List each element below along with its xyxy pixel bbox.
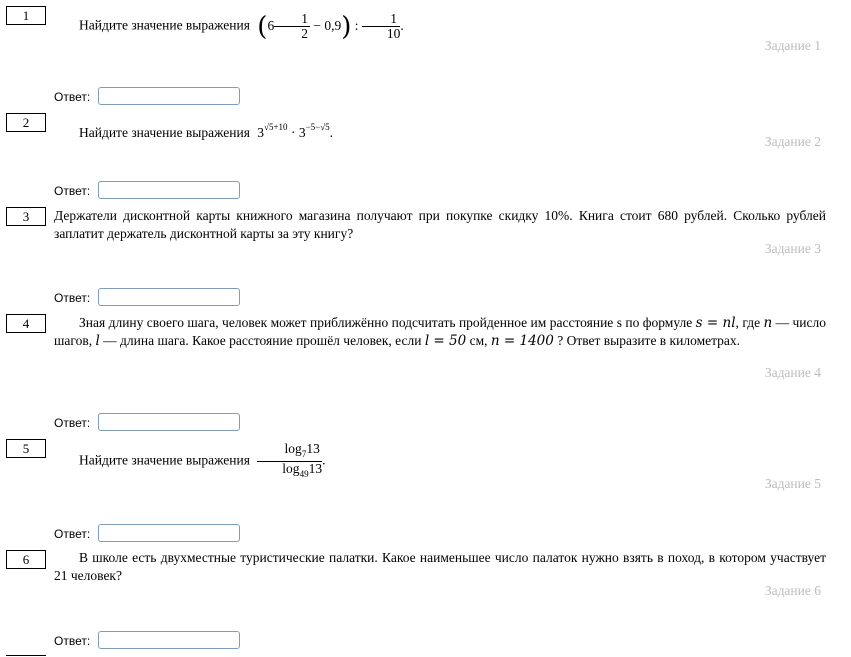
divider	[6, 655, 46, 656]
answer-row	[54, 416, 90, 430]
answer-input[interactable]	[98, 524, 240, 542]
base-1: 3	[257, 125, 265, 140]
answer-label: Ответ:	[54, 634, 91, 648]
denominator	[257, 462, 322, 481]
task-tag: Задание 4	[764, 365, 821, 380]
task-number: 3	[6, 207, 46, 226]
task-text	[54, 442, 826, 481]
expression	[257, 11, 404, 42]
task-text	[54, 12, 826, 41]
answer-row	[54, 90, 90, 104]
base-2: 3	[298, 125, 306, 140]
task-tag: Задание 1	[764, 38, 821, 53]
answer-label: Ответ:	[54, 90, 91, 104]
text-part: — число шагов,	[54, 315, 826, 348]
answer-input[interactable]	[98, 413, 240, 431]
task-number: 6	[6, 550, 46, 569]
task-tag: Задание 5	[764, 476, 821, 491]
exponent-1: √5+10	[264, 122, 288, 132]
task-text-content: Найдите значение выражения	[79, 125, 250, 140]
numerator: 1	[362, 12, 401, 27]
expr-mid: − 0,9	[309, 17, 342, 33]
task-tag: Задание 6	[764, 583, 821, 598]
task-number: 1	[6, 6, 46, 25]
answer-row	[54, 184, 90, 198]
log: log	[282, 461, 300, 476]
task-number: 5	[6, 439, 46, 458]
task-text	[54, 118, 826, 142]
text-part: Зная длину своего шага, человек может приближённо подсчитать пройденное им расстояние s по формуле	[79, 315, 696, 330]
task-tag: Задание 2	[764, 134, 821, 149]
task-text-content: Найдите значение выражения	[79, 17, 250, 33]
period: .	[322, 452, 326, 468]
period: .	[400, 17, 404, 33]
expression	[257, 122, 334, 140]
answer-row	[54, 634, 90, 648]
answer-label: Ответ:	[54, 527, 91, 541]
answer-row	[54, 527, 90, 541]
log-arg: 13	[306, 441, 320, 456]
formula: l = 50	[424, 333, 467, 349]
answer-input[interactable]	[98, 87, 240, 105]
task-number: 4	[6, 314, 46, 333]
div-sign: :	[354, 17, 359, 33]
paren-open: (	[257, 11, 268, 42]
numerator	[257, 442, 322, 462]
task-tag: Задание 3	[764, 241, 821, 256]
exponent-2: −5−√5	[305, 122, 330, 132]
answer-label: Ответ:	[54, 291, 91, 305]
log-fraction	[257, 442, 322, 481]
text-part: , где	[735, 315, 764, 330]
answer-row	[54, 291, 90, 305]
text-part: — длина шага. Какое расстояние прошёл человек, если	[99, 333, 425, 348]
fraction-1	[274, 12, 310, 41]
period: .	[329, 125, 334, 140]
task-number: 2	[6, 113, 46, 132]
text-part: ? Ответ выразите в километрах.	[553, 333, 741, 348]
fraction-2	[362, 11, 404, 41]
answer-input[interactable]	[98, 631, 240, 649]
answer-input[interactable]	[98, 288, 240, 306]
log-base: 7	[301, 449, 307, 459]
denominator: 10	[386, 26, 401, 41]
denominator: 2	[301, 26, 308, 41]
task-text-content: Найдите значение выражения	[79, 452, 250, 468]
log: log	[284, 441, 302, 456]
log-base: 49	[299, 469, 309, 479]
formula: n = 1400	[490, 333, 554, 349]
task-text: В школе есть двухместные туристические палатки. Какое наименьшее число палаток нужно взять в поход, в котором участвует 21 человек?	[54, 550, 826, 583]
answer-label: Ответ:	[54, 416, 91, 430]
formula: n	[763, 315, 773, 331]
text-part: см,	[466, 333, 491, 348]
log-arg: 13	[308, 461, 323, 476]
answer-input[interactable]	[98, 181, 240, 199]
numerator: 1	[274, 12, 310, 27]
expr-int: 6	[267, 17, 275, 33]
mult-dot: ·	[287, 125, 299, 140]
task-text	[54, 314, 826, 350]
answer-label: Ответ:	[54, 184, 91, 198]
task-text: Держатели дисконтной карты книжного магазина получают при покупке скидку 10%. Книга стоит 680 рублей. Сколько рублей заплатит держатель дисконтной карты за эту книгу?	[54, 208, 826, 241]
paren-close: )	[341, 11, 352, 42]
formula: l	[95, 333, 100, 349]
formula: s = nl	[695, 315, 736, 331]
